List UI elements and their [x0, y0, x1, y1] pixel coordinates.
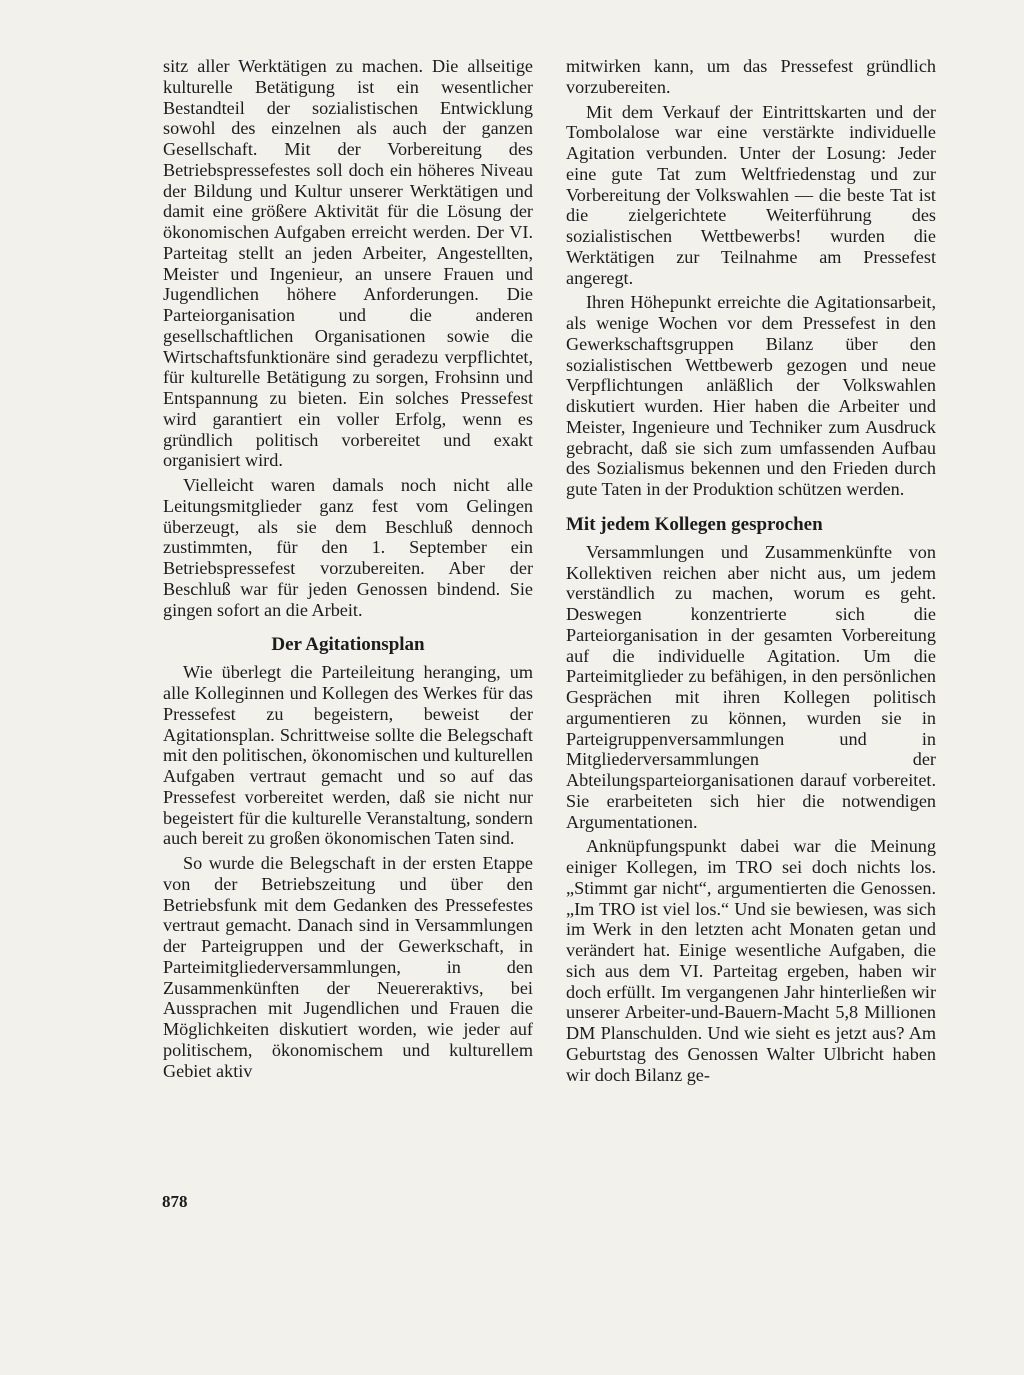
- section-heading-agitationsplan: Der Agitationsplan: [271, 634, 425, 656]
- paragraph-right-5: Anknüpfungspunkt dabei war die Meinung einiger Kollegen, im TRO sei doch nichts los. „Stimmt gar nicht“, argumentierten die Genossen. „Im TRO ist viel los.“ Und sie bewiesen, was sich im Werk in den letzten acht Monaten getan und verändert hat. Einige wesentliche Aufgaben, die sich aus dem VI. Parteitag ergeben, haben wir doch erfüllt. Im vergangenen Jahr hinterließen wir unserer Arbeiter-und-Bauern-Macht 5,8 Millionen DM Planschulden. Und wie sieht es jetzt aus? Am Geburtstag des Genossen Walter Ulbricht haben wir doch Bilanz ge-: [566, 836, 936, 1085]
- paragraph-left-2: Vielleicht waren damals noch nicht alle Leitungsmitglieder ganz fest vom Gelingen überzeugt, als sie dem Beschluß dennoch zustimmten, für den 1. September ein Betriebspressefest vorzubereiten. Aber der Beschluß war für jeden Genossen bindend. Sie gingen sofort an die Arbeit.: [163, 475, 533, 620]
- paragraph-right-1: mitwirken kann, um das Pressefest gründlich vorzubereiten.: [566, 56, 936, 97]
- paragraph-right-2: Mit dem Verkauf der Eintrittskarten und der Tombolalose war eine verstärkte individuelle Agitation verbunden. Unter der Losung: Jeder eine gute Tat zum Weltfriedenstag und zur Vorbereitung der Volkswahlen — die beste Tat ist die zielgerichtete Weiterführung des sozialistischen Wettbewerbs! wurden die Werktätigen zur Teilnahme am Pressefest angeregt.: [566, 101, 936, 288]
- paragraph-right-3: Ihren Höhepunkt erreichte die Agitationsarbeit, als wenige Wochen vor dem Pressefest in den Gewerkschaftsgruppen Bilanz über den sozialistischen Wettbewerb gezogen und neue Verpflichtungen anläßlich der Volkswahlen diskutiert wurden. Hier haben die Arbeiter und Meister, Ingenieure und Techniker zum Ausdruck gebracht, daß sie sich zum umfassenden Aufbau des Sozialismus bekennen und den Frieden durch gute Taten in der Produktion schützen werden.: [566, 292, 936, 499]
- page-number: 878: [162, 1192, 188, 1211]
- paragraph-left-1: sitz aller Werktätigen zu machen. Die allseitige kulturelle Betätigung ist ein wesentlicher Bestandteil der sozialistischen Entwicklung sowohl des einzelnen als auch der ganzen Gesellschaft. Mit der Vorbereitung des Betriebspressefestes soll doch ein höheres Niveau der Bildung und Kultur unserer Werktätigen und damit eine größere Aktivität für die Lösung der ökonomischen Aufgaben erreicht werden. Der VI. Parteitag stellt an jeden Arbeiter, Angestellten, Meister und Ingenieur, an unsere Frauen und Jugendlichen höhere Anforderungen. Die Parteiorganisation und die anderen gesellschaftlichen Organisationen sowie die Wirtschaftsfunktionäre sind geradezu verpflichtet, für kulturelle Betätigung zu sorgen, Frohsinn und Entspannung zu bieten. Ein solches Pressefest wird garantiert ein voller Erfolg, wenn es gründlich politisch vorbereitet und exakt organisiert wird.: [163, 56, 533, 471]
- paragraph-right-4: Versammlungen und Zusammenkünfte von Kollektiven reichen aber nicht aus, um jedem verständlich zu machen, worum es geht. Deswegen konzentrierte sich die Parteiorganisation in der gesamten Vorbereitung auf die individuelle Agitation. Um die Parteimitglieder zu befähigen, in den persönlichen Gesprächen mit ihren Kollegen politisch argumentieren zu können, wurden sie in Parteigruppenversammlungen und in Mitgliederversammlungen der Abteilungsparteiorganisationen darauf vorbereitet. Sie erarbeiteten sich hier die notwendigen Argumentationen.: [566, 541, 936, 832]
- left-column: [163, 56, 533, 1081]
- section-heading-kollegen: Mit jedem Kollegen gesprochen: [566, 513, 823, 535]
- paragraph-left-3: Wie überlegt die Parteileitung heranging, um alle Kolleginnen und Kollegen des Werkes für das Pressefest zu begeistern, beweist der Agitationsplan. Schrittweise sollte die Belegschaft mit den politischen, ökonomischen und kulturellen Aufgaben vertraut gemacht und so auf das Pressefest vorbereitet werden, daß sie nicht nur begeistert für die kulturelle Veranstaltung, sondern auch bereit zu großen ökonomischen Taten sind.: [163, 662, 533, 849]
- right-column: [566, 56, 936, 1085]
- paragraph-left-4: So wurde die Belegschaft in der ersten Etappe von der Betriebszeitung und über den Betriebsfunk mit dem Gedanken des Pressefestes vertraut gemacht. Danach sind in Versammlungen der Parteigruppen und der Gewerkschaft, in Parteimitgliederversammlungen, in den Zusammenkünften der Neuereraktivs, bei Aussprachen mit Jugendlichen und Frauen die Möglichkeiten diskutiert worden, wie jeder auf politischem, ökonomischem und kulturellem Gebiet aktiv: [163, 853, 533, 1081]
